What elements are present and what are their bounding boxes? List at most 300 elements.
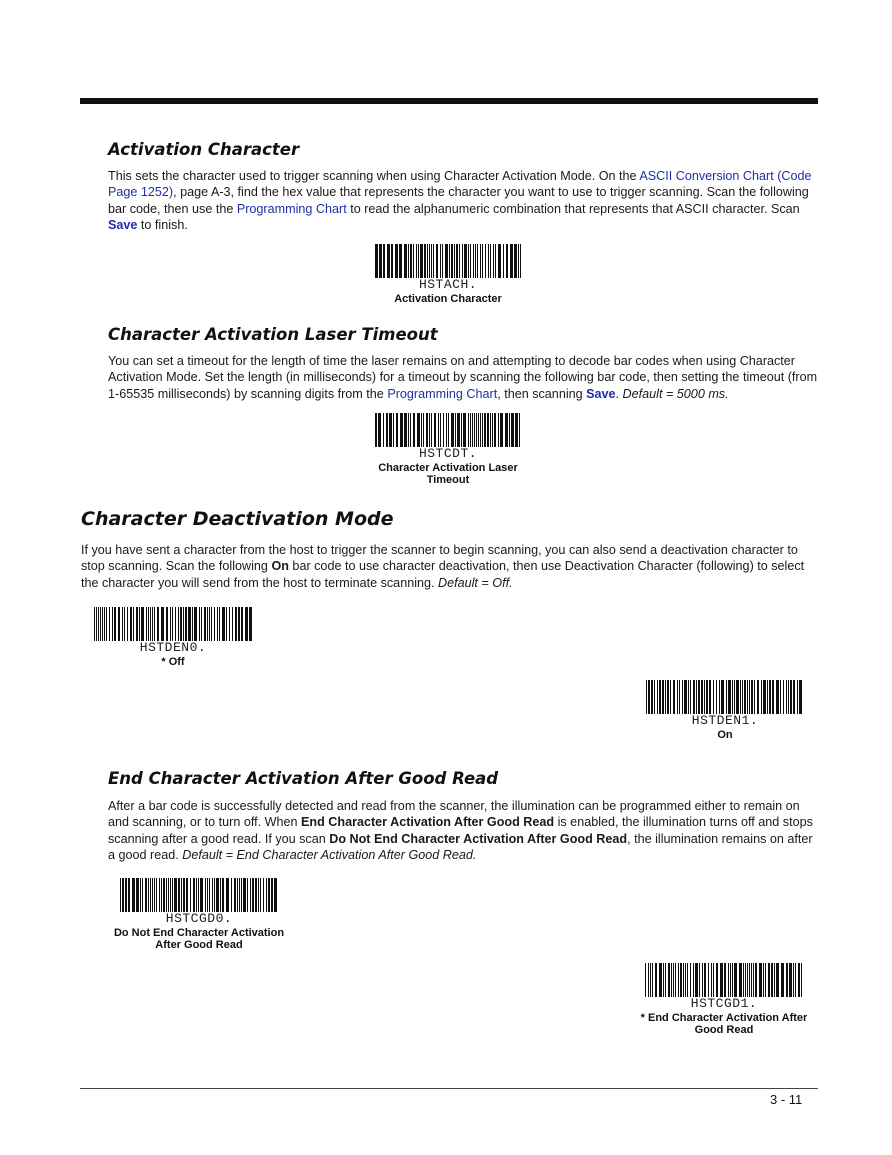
barcode-bar xyxy=(96,607,97,641)
barcode-bar xyxy=(470,413,471,447)
bold-term: End Character Activation After Good Read xyxy=(301,815,555,830)
barcode-bar xyxy=(776,963,779,997)
barcode-bar xyxy=(753,963,754,997)
barcode-bar xyxy=(790,680,792,714)
barcode-bar xyxy=(652,963,653,997)
barcode-bar xyxy=(226,607,227,641)
barcode-bar xyxy=(249,607,252,641)
barcode-bar xyxy=(180,607,182,641)
text-run: to read the alphanumeric combination that represents that ASCII character. Scan xyxy=(346,201,800,216)
footer-rule xyxy=(80,1088,818,1089)
barcode-do-not-end-activation[interactable] xyxy=(104,878,294,951)
barcode-bar xyxy=(463,413,466,447)
laser-timeout-heading: Character Activation Laser Timeout xyxy=(108,325,438,344)
barcode-label-line2: After Good Read xyxy=(155,939,243,951)
barcode-bar xyxy=(771,963,773,997)
text-run: , the illumination remains on after a good read. xyxy=(108,831,813,862)
barcode-code: HSTCGD0. xyxy=(165,911,233,926)
barcode-bar xyxy=(190,878,191,912)
barcode-bar xyxy=(675,963,676,997)
barcode-bar xyxy=(266,878,267,912)
barcode-bar xyxy=(514,244,517,278)
barcode-bar xyxy=(232,607,233,641)
barcode-bar xyxy=(161,607,164,641)
barcode-bar xyxy=(650,963,651,997)
barcode-bar xyxy=(698,680,700,714)
barcode-bar xyxy=(209,878,210,912)
barcode-bar xyxy=(461,413,462,447)
barcode-bar xyxy=(768,963,770,997)
barcode-bar xyxy=(511,413,514,447)
barcode-bar xyxy=(728,963,729,997)
barcode-code: HSTACH. xyxy=(418,277,478,292)
barcode-bar xyxy=(462,244,463,278)
barcode-bar xyxy=(141,607,144,641)
barcode-bar xyxy=(749,680,750,714)
barcode-bar xyxy=(410,413,411,447)
barcode-end-activation[interactable] xyxy=(624,963,824,1036)
barcode-bar xyxy=(241,607,243,641)
barcode-bar xyxy=(250,878,251,912)
barcode-bar xyxy=(763,963,764,997)
barcode-bar xyxy=(389,413,392,447)
barcode-bar xyxy=(170,878,171,912)
barcode-bar xyxy=(682,680,683,714)
barcode-laser-timeout[interactable] xyxy=(348,413,548,486)
barcode-bar xyxy=(747,680,748,714)
barcode-bar xyxy=(150,607,151,641)
barcode-bar xyxy=(426,413,428,447)
barcode-bar xyxy=(188,607,191,641)
barcode-bar xyxy=(142,878,143,912)
end-activation-paragraph xyxy=(108,798,820,863)
barcode-bar xyxy=(207,878,208,912)
barcode-bar xyxy=(693,680,695,714)
barcode-bar xyxy=(459,244,460,278)
barcode-bar xyxy=(520,244,521,278)
barcode-bar xyxy=(679,680,680,714)
barcode-bar xyxy=(431,244,432,278)
barcode-bar xyxy=(659,963,662,997)
barcode-bars xyxy=(94,607,252,641)
barcode-bar xyxy=(728,680,731,714)
barcode-bar xyxy=(721,680,724,714)
barcode-bar xyxy=(487,413,489,447)
barcode-bar xyxy=(786,680,787,714)
barcode-bar xyxy=(468,413,469,447)
barcode-bar xyxy=(413,244,414,278)
barcode-bar xyxy=(424,244,426,278)
barcode-bar xyxy=(659,680,661,714)
barcode-bar xyxy=(378,413,381,447)
barcode-bar xyxy=(112,607,113,641)
barcode-bar xyxy=(252,878,254,912)
barcode-bar xyxy=(170,607,171,641)
barcode-bar xyxy=(687,963,688,997)
barcode-bar xyxy=(657,680,658,714)
barcode-bar xyxy=(477,244,478,278)
barcode-bar xyxy=(209,607,210,641)
barcode-label-line2: Good Read xyxy=(694,1024,754,1036)
barcode-bar xyxy=(220,878,221,912)
barcode-bar xyxy=(713,680,714,714)
barcode-bar xyxy=(799,680,802,714)
barcode-bar xyxy=(120,878,121,912)
barcode-bar xyxy=(763,680,766,714)
barcode-bar xyxy=(205,878,206,912)
barcode-bar xyxy=(193,878,195,912)
barcode-bar xyxy=(651,680,653,714)
barcode-bar xyxy=(427,244,428,278)
barcode-bar xyxy=(132,878,135,912)
barcode-bar xyxy=(196,878,197,912)
text-run: , then scanning xyxy=(497,386,587,401)
barcode-bar xyxy=(740,680,741,714)
barcode-label-line1: Character Activation Laser xyxy=(378,462,518,474)
barcode-bars xyxy=(646,680,804,714)
barcode-bar xyxy=(709,680,711,714)
barcode-bar xyxy=(480,413,481,447)
barcode-bar xyxy=(795,963,796,997)
barcode-bar xyxy=(429,244,430,278)
barcode-bar xyxy=(751,963,752,997)
barcode-label: * Off xyxy=(161,656,185,668)
barcode-bar xyxy=(139,607,140,641)
barcode-activation-character[interactable] xyxy=(358,244,538,305)
barcode-bar xyxy=(449,244,450,278)
barcode-bar xyxy=(711,963,712,997)
barcode-bar xyxy=(243,878,246,912)
barcode-bar xyxy=(386,413,388,447)
barcode-bar xyxy=(150,878,151,912)
barcode-bar xyxy=(704,963,706,997)
barcode-bar xyxy=(786,963,788,997)
barcode-bar xyxy=(395,244,398,278)
barcode-bar xyxy=(509,413,510,447)
barcode-bar xyxy=(788,680,789,714)
barcode-bar xyxy=(442,244,443,278)
barcode-bar xyxy=(474,413,475,447)
activation-character-paragraph xyxy=(108,168,820,233)
barcode-label-line2: Timeout xyxy=(426,474,470,486)
barcode-bar xyxy=(383,413,384,447)
barcode-bar xyxy=(157,607,159,641)
barcode-bar xyxy=(490,244,491,278)
barcode-bar xyxy=(192,607,193,641)
barcode-bar xyxy=(94,607,95,641)
barcode-bar xyxy=(719,680,720,714)
barcode-bar xyxy=(495,244,496,278)
barcode-bar xyxy=(440,413,441,447)
barcode-bar xyxy=(122,607,123,641)
barcode-bar xyxy=(438,413,439,447)
barcode-bar xyxy=(478,413,479,447)
barcode-bar xyxy=(781,963,784,997)
barcode-bar xyxy=(433,244,434,278)
text-run: to finish. xyxy=(137,217,188,232)
barcode-label-line1: Do Not End Character Activation xyxy=(113,927,285,939)
barcode-bar xyxy=(518,244,519,278)
barcode-bar xyxy=(440,244,441,278)
barcode-bar xyxy=(765,963,766,997)
barcode-bar xyxy=(506,244,508,278)
default-value: Default = End Character Activation After Good Read. xyxy=(182,847,477,862)
barcode-bar xyxy=(670,680,671,714)
barcode-bar xyxy=(109,607,110,641)
barcode-bar xyxy=(229,607,230,641)
barcode-bar xyxy=(268,878,270,912)
barcode-bar xyxy=(688,680,689,714)
barcode-bar xyxy=(503,244,504,278)
activation-character-heading: Activation Character xyxy=(108,140,300,159)
barcode-bar xyxy=(743,963,744,997)
barcode-bar xyxy=(201,607,202,641)
barcode-bar xyxy=(136,607,138,641)
barcode-bar xyxy=(654,680,655,714)
barcode-bar xyxy=(473,244,474,278)
programming-chart-link[interactable]: Programming Chart xyxy=(236,201,347,216)
barcode-bar xyxy=(128,878,130,912)
barcode-code: HSTDEN1. xyxy=(691,713,759,728)
barcode-bar xyxy=(258,878,259,912)
barcode-bar xyxy=(683,963,684,997)
barcode-bar xyxy=(720,963,723,997)
barcode-bar xyxy=(769,680,771,714)
barcode-bar xyxy=(744,680,746,714)
barcode-bar xyxy=(454,244,455,278)
barcode-bar xyxy=(200,878,203,912)
barcode-bar xyxy=(706,680,708,714)
barcode-bar xyxy=(774,963,775,997)
save-link[interactable]: Save xyxy=(586,386,616,401)
barcode-bar xyxy=(152,607,153,641)
barcode-code: HSTDEN0. xyxy=(139,640,207,655)
barcode-bar xyxy=(680,963,682,997)
barcode-bar xyxy=(484,413,486,447)
barcode-bar xyxy=(789,963,792,997)
barcode-bar xyxy=(375,244,378,278)
barcode-bar xyxy=(443,413,444,447)
barcode-bar xyxy=(159,878,160,912)
barcode-bar xyxy=(127,607,128,641)
barcode-bar xyxy=(505,413,508,447)
barcode-bar xyxy=(118,607,120,641)
barcode-bar xyxy=(797,680,798,714)
barcode-bar xyxy=(732,680,733,714)
barcode-bar xyxy=(199,607,200,641)
barcode-bar xyxy=(431,413,432,447)
barcode-deactivation-off[interactable] xyxy=(88,607,258,668)
barcode-bar xyxy=(751,680,753,714)
barcode-bar xyxy=(730,963,731,997)
barcode-bar xyxy=(702,963,703,997)
barcode-bar xyxy=(716,963,718,997)
text-run: If you have sent a character from the host to trigger the scanner to begin scanning, you can also send a deactivation character to stop scanning. Scan the following xyxy=(81,543,798,574)
barcode-bar xyxy=(690,963,691,997)
barcode-bar xyxy=(393,413,394,447)
barcode-bar xyxy=(239,878,240,912)
barcode-bar xyxy=(391,244,393,278)
barcode-bar xyxy=(226,878,229,912)
barcode-bar xyxy=(662,680,664,714)
deactivation-mode-heading: Character Deactivation Mode xyxy=(81,508,394,530)
barcode-bar xyxy=(185,607,187,641)
laser-timeout-paragraph xyxy=(108,353,820,402)
barcode-bar xyxy=(274,878,277,912)
barcode-bar xyxy=(260,878,261,912)
barcode-bar xyxy=(413,413,415,447)
barcode-bar xyxy=(241,878,242,912)
barcode-bar xyxy=(100,607,101,641)
barcode-bars xyxy=(645,963,803,997)
barcode-bar xyxy=(648,963,649,997)
barcode-bar xyxy=(214,607,215,641)
barcode-bar xyxy=(734,963,737,997)
barcode-bar xyxy=(455,413,456,447)
barcode-bars xyxy=(375,413,521,447)
barcode-bar xyxy=(408,244,409,278)
barcode-bar xyxy=(646,680,647,714)
barcode-bar xyxy=(475,244,476,278)
barcode-bar xyxy=(245,607,248,641)
barcode-bar xyxy=(780,680,781,714)
barcode-bar xyxy=(470,244,471,278)
barcode-bar xyxy=(448,413,449,447)
barcode-bar xyxy=(783,680,784,714)
barcode-bar xyxy=(383,244,385,278)
text-run: After a bar code is successfully detected and read from the scanner, the illumination can be programmed either to remain on and scanning, or to turn off. When xyxy=(108,799,800,830)
end-activation-heading: End Character Activation After Good Read xyxy=(108,769,499,788)
barcode-bar xyxy=(732,963,733,997)
barcode-bar xyxy=(183,607,184,641)
save-link[interactable]: Save xyxy=(108,217,138,232)
barcode-bar xyxy=(451,244,453,278)
barcode-bar xyxy=(222,878,224,912)
barcode-bar xyxy=(488,244,489,278)
barcode-bar xyxy=(217,607,218,641)
barcode-bar xyxy=(772,680,774,714)
barcode-bar xyxy=(655,963,657,997)
barcode-bar xyxy=(685,963,686,997)
barcode-bar xyxy=(420,244,423,278)
deactivation-mode-paragraph xyxy=(81,542,819,591)
barcode-bar xyxy=(102,607,103,641)
barcode-bar xyxy=(172,878,173,912)
barcode-bar xyxy=(263,878,264,912)
barcode-bar xyxy=(404,244,407,278)
barcode-bar xyxy=(148,607,149,641)
barcode-bar xyxy=(776,680,779,714)
barcode-bar xyxy=(436,244,438,278)
barcode-bar xyxy=(739,963,742,997)
barcode-bar xyxy=(222,607,225,641)
barcode-bar xyxy=(494,413,496,447)
barcode-bar xyxy=(724,963,726,997)
barcode-bar xyxy=(235,607,237,641)
barcode-bar xyxy=(645,963,646,997)
barcode-bar xyxy=(500,413,503,447)
ascii-conversion-chart-link[interactable]: ASCII Conversion Chart (Code Page 1252) xyxy=(108,169,812,200)
barcode-bar xyxy=(485,244,486,278)
barcode-bar xyxy=(421,413,422,447)
barcode-bar xyxy=(767,680,768,714)
barcode-bar xyxy=(161,878,162,912)
barcode-bar xyxy=(114,607,116,641)
barcode-label: Activation Character xyxy=(394,293,502,305)
barcode-bar xyxy=(754,680,755,714)
barcode-bar xyxy=(464,244,467,278)
barcode-bar xyxy=(693,963,694,997)
barcode-bar xyxy=(480,244,481,278)
barcode-bar xyxy=(648,680,650,714)
barcode-bar xyxy=(183,878,185,912)
barcode-bar xyxy=(696,680,697,714)
barcode-bar xyxy=(663,963,664,997)
header-rule xyxy=(80,98,818,104)
programming-chart-link[interactable]: Programming Chart xyxy=(387,386,498,401)
barcode-bar xyxy=(673,963,674,997)
barcode-bar xyxy=(181,878,182,912)
barcode-bar xyxy=(423,413,424,447)
barcode-bar xyxy=(168,878,169,912)
barcode-bar xyxy=(446,413,447,447)
barcode-bar xyxy=(742,680,743,714)
barcode-bar xyxy=(396,413,398,447)
barcode-bar xyxy=(493,244,494,278)
barcode-bar xyxy=(749,963,750,997)
barcode-bar xyxy=(515,413,518,447)
barcode-bar xyxy=(145,878,147,912)
barcode-bar xyxy=(154,878,155,912)
barcode-bar xyxy=(456,244,458,278)
barcode-bar xyxy=(163,878,165,912)
barcode-bar xyxy=(668,963,670,997)
barcode-deactivation-on[interactable] xyxy=(640,680,810,741)
barcode-bar xyxy=(726,680,727,714)
barcode-bar xyxy=(492,413,493,447)
barcode-bar xyxy=(106,607,107,641)
barcode-label-line1: * End Character Activation After xyxy=(640,1012,808,1024)
barcode-bar xyxy=(404,413,407,447)
barcode-bar xyxy=(234,878,236,912)
barcode-bar xyxy=(186,878,188,912)
barcode-bar xyxy=(140,878,141,912)
barcode-bar xyxy=(207,607,208,641)
barcode-bar xyxy=(416,244,417,278)
barcode-bar xyxy=(148,878,149,912)
barcode-bar xyxy=(166,607,168,641)
barcode-bar xyxy=(734,680,735,714)
barcode-bar xyxy=(156,878,157,912)
barcode-bar xyxy=(498,244,501,278)
barcode-bar xyxy=(445,244,448,278)
barcode-bar xyxy=(434,413,436,447)
barcode-bar xyxy=(519,413,520,447)
barcode-bars xyxy=(375,244,521,278)
barcode-code: HSTCGD1. xyxy=(690,996,758,1011)
barcode-bar xyxy=(219,607,220,641)
barcode-bar xyxy=(247,878,248,912)
barcode-bar xyxy=(410,244,412,278)
barcode-bar xyxy=(472,413,473,447)
barcode-bar xyxy=(154,607,155,641)
barcode-bar xyxy=(671,963,672,997)
barcode-bar xyxy=(665,963,666,997)
barcode-bar xyxy=(178,878,180,912)
barcode-code: HSTCDT. xyxy=(418,446,478,461)
barcode-bar xyxy=(417,413,420,447)
barcode-bar xyxy=(490,413,491,447)
